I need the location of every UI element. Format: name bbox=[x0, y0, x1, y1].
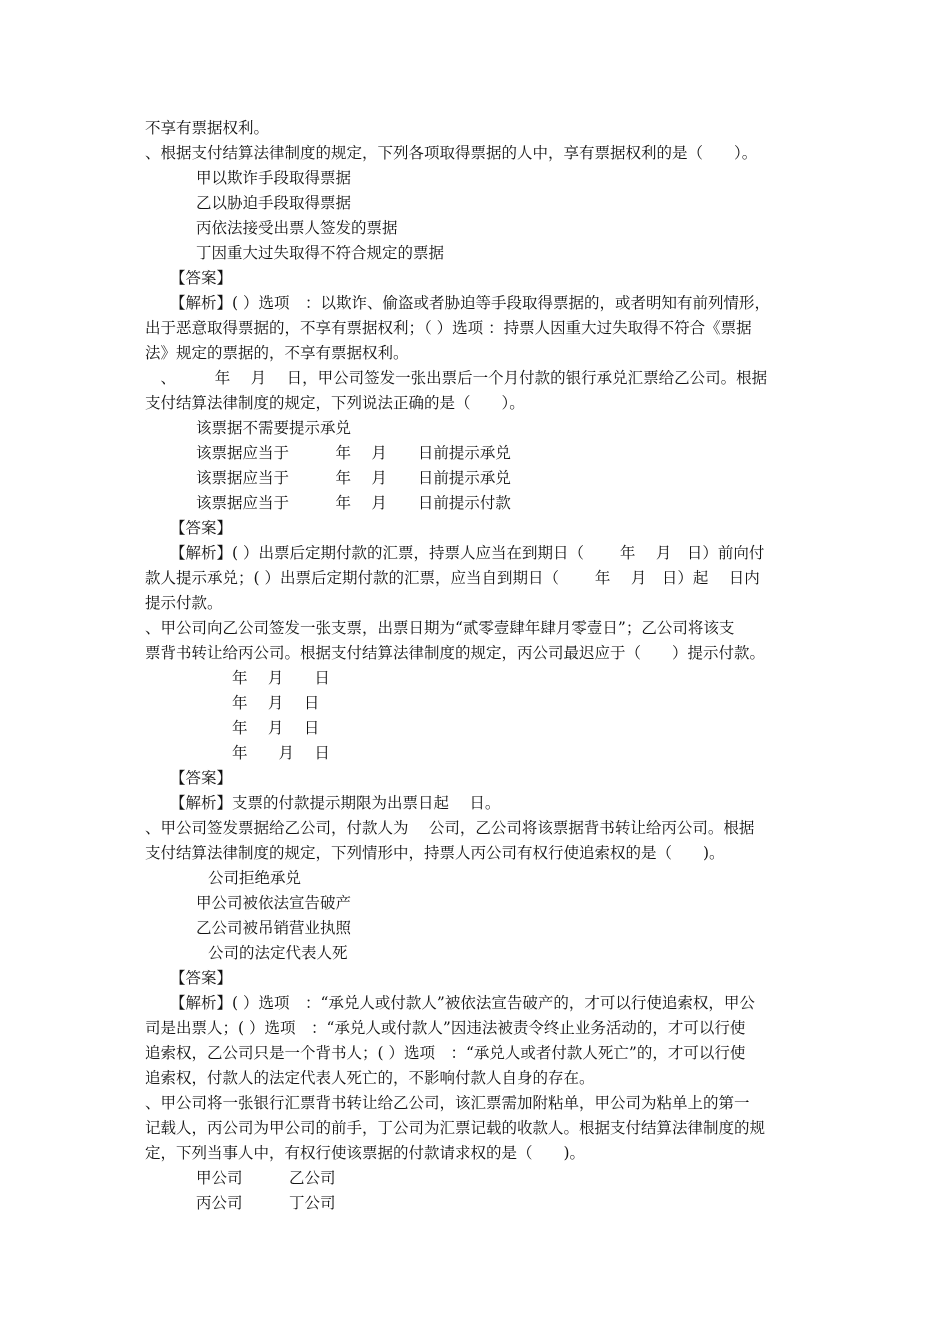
question-3: 、 年 月 日，甲公司签发一张出票后一个月付款的银行承兑汇票给乙公司。根据 bbox=[145, 369, 768, 387]
explanation-text: 【解析】( ）选项 ：以欺诈、偷盗或者胁迫等手段取得票据的，或者明知有前列情形， bbox=[170, 294, 770, 312]
explanation-text: 款人提示承兑；( ）出票后定期付款的汇票，应当自到期日（ 年 月 日）起 日内 bbox=[145, 569, 760, 587]
option-b: 甲公司被依法宣告破产 bbox=[196, 894, 352, 912]
explanation-text: 【解析】支票的付款提示期限为出票日起 日。 bbox=[170, 794, 501, 812]
text-line: 不享有票据权利。 bbox=[145, 119, 270, 137]
answer-label: 【答案】 bbox=[170, 969, 233, 987]
option-c: 年 月 日 bbox=[232, 719, 320, 737]
explanation-text: 追索权，付款人的法定代表人死亡的，不影响付款人自身的存在。 bbox=[145, 1069, 595, 1087]
question-6-cont: 记载人，丙公司为甲公司的前手，丁公司为汇票记载的收款人。根据支付结算法律制度的规 bbox=[145, 1119, 766, 1137]
explanation-text: 出于恶意取得票据的，不享有票据权利；（ ）选项 ：持票人因重大过失取得不符合《票据 bbox=[145, 319, 752, 337]
question-6: 、甲公司将一张银行汇票背书转让给乙公司，该汇票需加附粘单，甲公司为粘单上的第一 bbox=[145, 1094, 750, 1112]
option-d: 该票据应当于 年 月 日前提示付款 bbox=[196, 494, 511, 512]
explanation-text: 追索权，乙公司只是一个背书人；( ）选项 ：“承兑人或者付款人死亡”的，才可以行使 bbox=[145, 1044, 746, 1062]
options-row: 甲公司 乙公司 bbox=[196, 1169, 336, 1187]
answer-label: 【答案】 bbox=[170, 269, 233, 287]
explanation-text: 法》规定的票据的，不享有票据权利。 bbox=[145, 344, 409, 362]
option-d: 年 月 日 bbox=[232, 744, 330, 762]
answer-label: 【答案】 bbox=[170, 769, 233, 787]
explanation-text: 司是出票人；( ）选项 ：“承兑人或付款人”因违法被责令终止业务活动的，才可以行使 bbox=[145, 1019, 746, 1037]
option-a: 该票据不需要提示承兑 bbox=[196, 419, 352, 437]
option-d: 公司的法定代表人死 bbox=[208, 944, 348, 962]
option-c: 该票据应当于 年 月 日前提示承兑 bbox=[196, 469, 511, 487]
option-b: 年 月 日 bbox=[232, 694, 320, 712]
question-3-cont: 支付结算法律制度的规定，下列说法正确的是（ ）。 bbox=[145, 394, 525, 412]
question-4: 、甲公司向乙公司签发一张支票，出票日期为“贰零壹肆年肆月零壹日”；乙公司将该支 bbox=[145, 619, 735, 637]
question-2: 、根据支付结算法律制度的规定，下列各项取得票据的人中，享有票据权利的是（ ）。 bbox=[145, 144, 758, 162]
option-a: 年 月 日 bbox=[232, 669, 330, 687]
option-b: 乙以胁迫手段取得票据 bbox=[196, 194, 352, 212]
option-c: 乙公司被吊销营业执照 bbox=[196, 919, 352, 937]
question-6-cont: 定，下列当事人中，有权行使该票据的付款请求权的是（ )。 bbox=[145, 1144, 586, 1162]
question-5-cont: 支付结算法律制度的规定，下列情形中，持票人丙公司有权行使追索权的是（ )。 bbox=[145, 844, 725, 862]
question-4-cont: 票背书转让给丙公司。根据支付结算法律制度的规定，丙公司最迟应于（ ）提示付款。 bbox=[145, 644, 766, 662]
option-c: 丙依法接受出票人签发的票据 bbox=[196, 219, 398, 237]
answer-label: 【答案】 bbox=[170, 519, 233, 537]
option-d: 丁因重大过失取得不符合规定的票据 bbox=[196, 244, 445, 262]
option-a: 公司拒绝承兑 bbox=[208, 869, 302, 887]
explanation-text: 提示付款。 bbox=[145, 594, 223, 612]
explanation-text: 【解析】( ）出票后定期付款的汇票，持票人应当在到期日（ 年 月 日）前向付 bbox=[170, 544, 765, 562]
option-b: 该票据应当于 年 月 日前提示承兑 bbox=[196, 444, 511, 462]
options-row: 丙公司 丁公司 bbox=[196, 1194, 336, 1212]
explanation-text: 【解析】( ）选项 ：“承兑人或付款人”被依法宣告破产的，才可以行使追索权，甲公 bbox=[170, 994, 755, 1012]
question-5: 、甲公司签发票据给乙公司，付款人为 公司，乙公司将该票据背书转让给丙公司。根据 bbox=[145, 819, 755, 837]
option-a: 甲以欺诈手段取得票据 bbox=[196, 169, 352, 187]
